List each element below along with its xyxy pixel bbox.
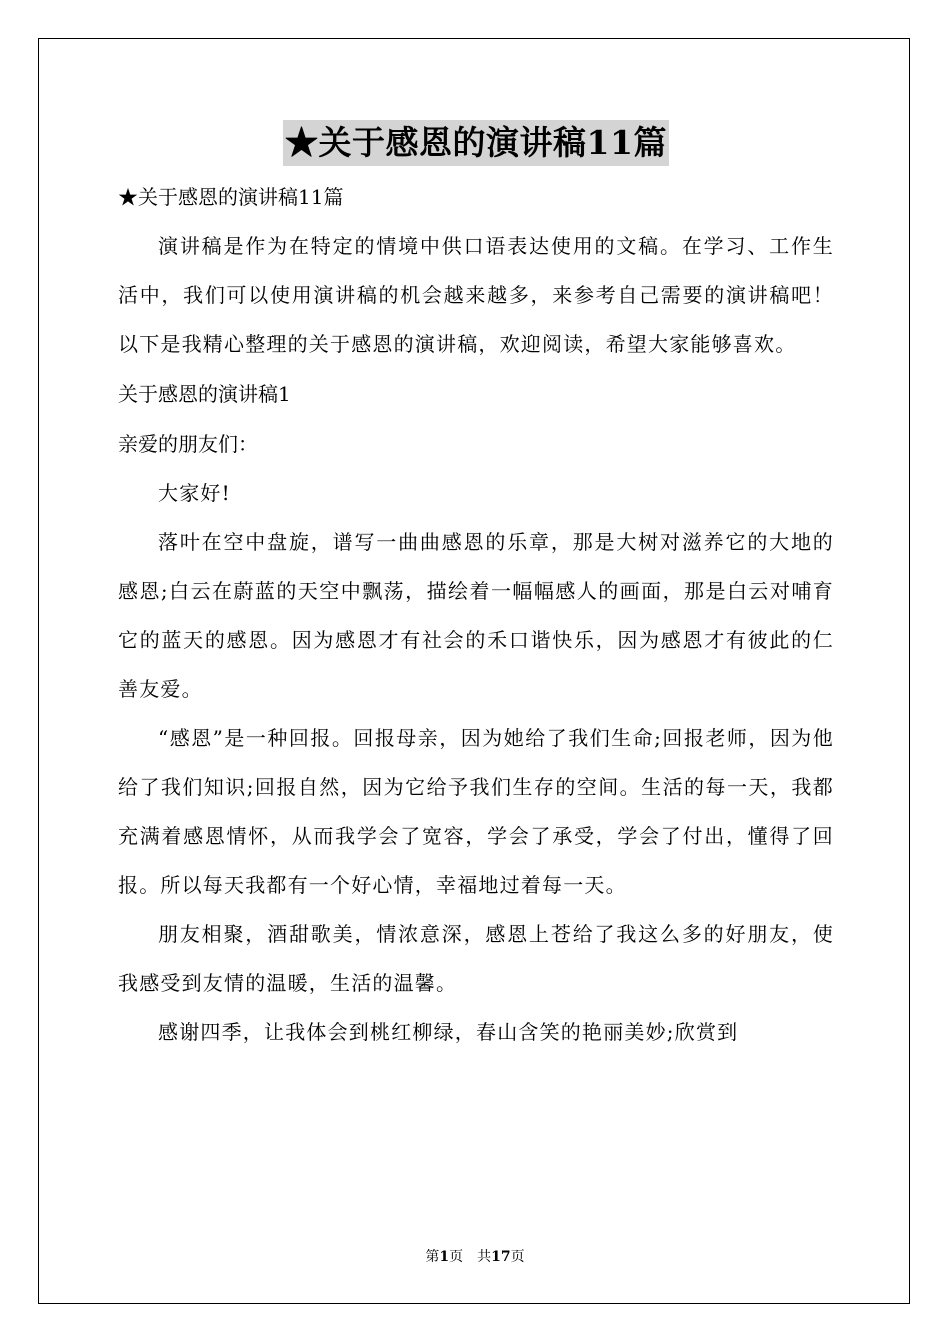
page-footer: [0, 1247, 950, 1267]
body-paragraph: 朋友相聚，酒甜歌美，情浓意深，感恩上苍给了我这么多的好朋友，使我感受到友情的温暖，生活的温馨。: [118, 922, 834, 995]
total-pages: 17: [491, 1249, 511, 1265]
document-body: [118, 120, 834, 1057]
total-prefix: 共: [477, 1249, 492, 1265]
body-paragraph: “感恩”是一种回报。回报母亲，因为她给了我们生命;回报老师，因为他给了我们知识;回报自然，因为它给予我们生存的空间。生活的每一天，我都充满着感恩情怀，从而我学会了宽容，学会了承受，学会了付出，懂得了回报。所以每天我都有一个好心情，幸福地过着每一天。: [118, 726, 834, 897]
page-prefix: 第: [425, 1249, 440, 1265]
body-paragraph: 落叶在空中盘旋，谱写一曲曲感恩的乐章，那是大树对滋养它的大地的感恩;白云在蔚蓝的天空中飘荡，描绘着一幅幅感人的画面，那是白云对哺育它的蓝天的感恩。因为感恩才有社会的禾口谐快乐，因为感恩才有彼此的仁善友爱。: [118, 530, 834, 701]
section-heading: 关于感恩的演讲稿1: [118, 382, 291, 406]
greeting: 大家好!: [158, 481, 231, 505]
salutation: 亲爱的朋友们：: [118, 432, 258, 456]
page-suffix: 页: [449, 1249, 464, 1265]
intro-paragraph: 演讲稿是作为在特定的情境中供口语表达使用的文稿。在学习、工作生活中，我们可以使用演讲稿的机会越来越多，来参考自己需要的演讲稿吧！以下是我精心整理的关于感恩的演讲稿，欢迎阅读，希望大家能够喜欢。: [118, 234, 834, 356]
body-paragraph: 感谢四季，让我体会到桃红柳绿，春山含笑的艳丽美妙;欣赏到: [158, 1020, 739, 1044]
document-title: ★关于感恩的演讲稿11篇: [283, 120, 669, 166]
page-number: 1: [439, 1249, 450, 1265]
total-suffix: 页: [510, 1249, 525, 1265]
document-subtitle: ★关于感恩的演讲稿11篇: [118, 185, 344, 209]
title-container: [118, 120, 834, 166]
